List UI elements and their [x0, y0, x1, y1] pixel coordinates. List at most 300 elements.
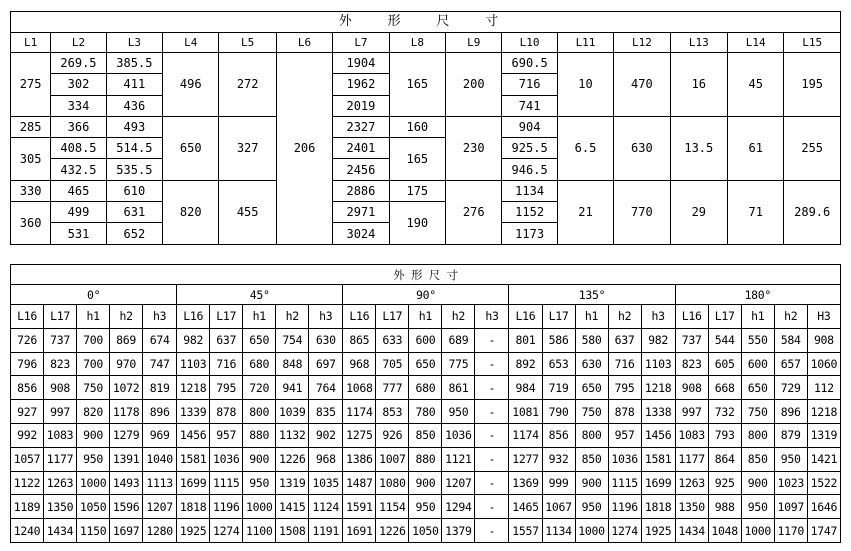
cell: 1100 — [243, 519, 276, 543]
cell: 1035 — [309, 471, 343, 495]
cell: 1122 — [11, 471, 44, 495]
col-header: L3 — [106, 33, 162, 53]
cell: 1415 — [276, 495, 309, 519]
cell: 637 — [210, 328, 243, 352]
cell: 1456 — [177, 423, 210, 447]
cell: 1207 — [442, 471, 475, 495]
cell: 29 — [670, 180, 727, 244]
cell: 1039 — [276, 400, 309, 424]
cell: 777 — [376, 376, 409, 400]
cell: 2971 — [333, 202, 389, 223]
cell: 900 — [575, 471, 608, 495]
cell: 285 — [11, 116, 51, 137]
cell: 650 — [243, 328, 276, 352]
cell: 200 — [446, 53, 502, 117]
cell: 1113 — [143, 471, 177, 495]
cell: 861 — [442, 376, 475, 400]
cell: 190 — [389, 202, 445, 245]
col-header: L11 — [557, 33, 613, 53]
cell: 436 — [106, 95, 162, 116]
cell: 700 — [77, 328, 110, 352]
cell: 45 — [728, 53, 784, 117]
cell: 652 — [106, 223, 162, 244]
cell: 997 — [675, 400, 708, 424]
cell: 657 — [774, 352, 807, 376]
cell: 680 — [409, 376, 442, 400]
cell: 680 — [243, 352, 276, 376]
cell: 360 — [11, 202, 51, 245]
cell: 796 — [11, 352, 44, 376]
cell: 1274 — [608, 519, 641, 543]
cell: 1925 — [641, 519, 675, 543]
sub-header: h2 — [110, 305, 143, 329]
cell: 770 — [614, 180, 670, 244]
cell: 880 — [409, 447, 442, 471]
cell: 71 — [728, 180, 784, 244]
cell: 750 — [741, 400, 774, 424]
cell: 1000 — [741, 519, 774, 543]
cell: 1350 — [44, 495, 77, 519]
cell: 1280 — [143, 519, 177, 543]
table-row — [11, 447, 841, 471]
cell: 16 — [670, 53, 727, 117]
dimensions-table-2 — [10, 264, 841, 543]
table-row — [11, 423, 841, 447]
cell: 366 — [51, 116, 106, 137]
cell: - — [475, 352, 509, 376]
cell: - — [475, 423, 509, 447]
cell: 630 — [614, 116, 670, 180]
cell: 1036 — [442, 423, 475, 447]
cell: 1083 — [675, 423, 708, 447]
cell: 1962 — [333, 74, 389, 95]
cell: 305 — [11, 138, 51, 181]
col-header: L2 — [51, 33, 106, 53]
cell: 848 — [276, 352, 309, 376]
table-row — [11, 400, 841, 424]
cell: 1115 — [210, 471, 243, 495]
cell: 637 — [608, 328, 641, 352]
cell: 950 — [575, 495, 608, 519]
sub-header: h2 — [774, 305, 807, 329]
cell: 720 — [243, 376, 276, 400]
cell: 630 — [309, 328, 343, 352]
cell: 165 — [389, 53, 445, 117]
cell: 1646 — [807, 495, 840, 519]
cell: 1699 — [641, 471, 675, 495]
sub-header: L17 — [542, 305, 575, 329]
cell: 780 — [409, 400, 442, 424]
cell: 1050 — [409, 519, 442, 543]
cell: 697 — [309, 352, 343, 376]
cell: 1134 — [542, 519, 575, 543]
cell: 160 — [389, 116, 445, 137]
cell: 750 — [77, 376, 110, 400]
cell: 865 — [343, 328, 376, 352]
cell: 1369 — [509, 471, 542, 495]
cell: 1132 — [276, 423, 309, 447]
cell: 385.5 — [106, 53, 162, 74]
cell: 820 — [163, 180, 219, 244]
cell: 904 — [502, 116, 557, 137]
sub-header: h3 — [309, 305, 343, 329]
cell: 1699 — [177, 471, 210, 495]
cell: 1294 — [442, 495, 475, 519]
cell: 1072 — [110, 376, 143, 400]
cell: 13.5 — [670, 116, 727, 180]
cell: 879 — [774, 423, 807, 447]
cell: 764 — [309, 376, 343, 400]
cell: 754 — [276, 328, 309, 352]
cell: 470 — [614, 53, 670, 117]
cell: 165 — [389, 138, 445, 181]
cell: 957 — [210, 423, 243, 447]
cell: 633 — [376, 328, 409, 352]
sub-header: H3 — [807, 305, 840, 329]
cell: 650 — [575, 376, 608, 400]
sub-header: L17 — [210, 305, 243, 329]
cell: 289.6 — [784, 180, 841, 244]
sub-header: L16 — [675, 305, 708, 329]
cell: 1178 — [110, 400, 143, 424]
cell: 531 — [51, 223, 106, 244]
cell: 1068 — [343, 376, 376, 400]
angle-header-row — [11, 285, 841, 305]
cell: 1115 — [608, 471, 641, 495]
sub-header: h1 — [409, 305, 442, 329]
cell: 544 — [708, 328, 741, 352]
cell: 1591 — [343, 495, 376, 519]
cell: 61 — [728, 116, 784, 180]
cell: 927 — [11, 400, 44, 424]
cell: 950 — [409, 495, 442, 519]
cell: 690.5 — [502, 53, 557, 74]
table-2-title: 外 形 尺 寸 — [11, 265, 841, 285]
cell: 795 — [210, 376, 243, 400]
cell: 276 — [446, 180, 502, 244]
cell: 302 — [51, 74, 106, 95]
cell: 631 — [106, 202, 162, 223]
cell: 112 — [807, 376, 840, 400]
cell: 408.5 — [51, 138, 106, 159]
cell: 878 — [608, 400, 641, 424]
cell: 800 — [741, 423, 774, 447]
cell: 605 — [708, 352, 741, 376]
cell: 455 — [219, 180, 276, 244]
sub-header: h1 — [741, 305, 774, 329]
cell: 747 — [143, 352, 177, 376]
cell: 900 — [77, 423, 110, 447]
cell: 1226 — [276, 447, 309, 471]
cell: 925 — [708, 471, 741, 495]
cell: 982 — [177, 328, 210, 352]
cell: 1023 — [774, 471, 807, 495]
col-header: L1 — [11, 33, 51, 53]
cell: 650 — [163, 116, 219, 180]
col-header: L4 — [163, 33, 219, 53]
cell: 988 — [708, 495, 741, 519]
cell: 1465 — [509, 495, 542, 519]
cell: 992 — [11, 423, 44, 447]
cell: 1103 — [641, 352, 675, 376]
cell: 1196 — [608, 495, 641, 519]
cell: 1121 — [442, 447, 475, 471]
cell: 1456 — [641, 423, 675, 447]
table-1-header-row — [11, 33, 841, 53]
cell: 869 — [110, 328, 143, 352]
cell: 853 — [376, 400, 409, 424]
cell: 1339 — [177, 400, 210, 424]
table-row — [11, 352, 841, 376]
cell: 1000 — [575, 519, 608, 543]
cell: 1226 — [376, 519, 409, 543]
cell: 800 — [243, 400, 276, 424]
cell: 1067 — [542, 495, 575, 519]
cell: 580 — [575, 328, 608, 352]
cell: 653 — [542, 352, 575, 376]
cell: 1263 — [675, 471, 708, 495]
cell: 1421 — [807, 447, 840, 471]
cell: 835 — [309, 400, 343, 424]
sub-header: L17 — [708, 305, 741, 329]
cell: 493 — [106, 116, 162, 137]
cell: 925.5 — [502, 138, 557, 159]
cell: 1391 — [110, 447, 143, 471]
cell: 2886 — [333, 180, 389, 201]
cell: 775 — [442, 352, 475, 376]
cell: 850 — [409, 423, 442, 447]
cell: 750 — [575, 400, 608, 424]
cell: 1080 — [376, 471, 409, 495]
cell: 908 — [675, 376, 708, 400]
col-header: L10 — [502, 33, 557, 53]
table-row — [11, 180, 841, 201]
cell: 1177 — [44, 447, 77, 471]
cell: 1174 — [509, 423, 542, 447]
cell: 1154 — [376, 495, 409, 519]
cell: 411 — [106, 74, 162, 95]
cell: 465 — [51, 180, 106, 201]
cell: 902 — [309, 423, 343, 447]
angle-header: 0° — [11, 285, 177, 305]
cell: 941 — [276, 376, 309, 400]
cell: 1818 — [641, 495, 675, 519]
cell: 255 — [784, 116, 841, 180]
cell: 800 — [575, 423, 608, 447]
cell: 1207 — [143, 495, 177, 519]
col-header: L12 — [614, 33, 670, 53]
cell: 3024 — [333, 223, 389, 244]
col-header: L7 — [333, 33, 389, 53]
cell: 950 — [741, 495, 774, 519]
cell: 2456 — [333, 159, 389, 180]
cell: 1000 — [77, 471, 110, 495]
angle-header: 135° — [509, 285, 675, 305]
cell: 819 — [143, 376, 177, 400]
cell: - — [475, 471, 509, 495]
cell: 1134 — [502, 180, 557, 201]
cell: 1522 — [807, 471, 840, 495]
cell: 864 — [708, 447, 741, 471]
col-header: L8 — [389, 33, 445, 53]
cell: - — [475, 400, 509, 424]
cell: 726 — [11, 328, 44, 352]
cell: 970 — [110, 352, 143, 376]
cell: 1596 — [110, 495, 143, 519]
cell: 932 — [542, 447, 575, 471]
cell: 892 — [509, 352, 542, 376]
cell: 900 — [741, 471, 774, 495]
cell: 908 — [807, 328, 840, 352]
cell: 586 — [542, 328, 575, 352]
cell: 327 — [219, 116, 276, 180]
cell: 850 — [741, 447, 774, 471]
cell: 674 — [143, 328, 177, 352]
sub-header: L16 — [509, 305, 542, 329]
sub-header: h3 — [475, 305, 509, 329]
cell: 668 — [708, 376, 741, 400]
cell: 856 — [542, 423, 575, 447]
cell: 1434 — [44, 519, 77, 543]
cell: 2401 — [333, 138, 389, 159]
cell: 206 — [276, 53, 332, 245]
cell: 1191 — [309, 519, 343, 543]
sub-header: h3 — [143, 305, 177, 329]
table-row — [11, 495, 841, 519]
cell: 968 — [309, 447, 343, 471]
cell: 896 — [774, 400, 807, 424]
cell: 1124 — [309, 495, 343, 519]
table-row — [11, 519, 841, 543]
cell: 514.5 — [106, 138, 162, 159]
cell: 330 — [11, 180, 51, 201]
cell: 823 — [675, 352, 708, 376]
cell: 900 — [409, 471, 442, 495]
cell: 1170 — [774, 519, 807, 543]
cell: 1081 — [509, 400, 542, 424]
sub-header: L16 — [11, 305, 44, 329]
sub-header-row — [11, 305, 841, 329]
cell: 950 — [243, 471, 276, 495]
table-1-title: 外 形 尺 寸 — [11, 12, 841, 33]
cell: 1057 — [11, 447, 44, 471]
cell: 1150 — [77, 519, 110, 543]
sub-header: h2 — [276, 305, 309, 329]
cell: 1697 — [110, 519, 143, 543]
cell: 1386 — [343, 447, 376, 471]
cell: 716 — [210, 352, 243, 376]
cell: 729 — [774, 376, 807, 400]
cell: 1904 — [333, 53, 389, 74]
cell: 1379 — [442, 519, 475, 543]
cell: 984 — [509, 376, 542, 400]
cell: 272 — [219, 53, 276, 117]
cell: 908 — [44, 376, 77, 400]
cell: 801 — [509, 328, 542, 352]
cell: 1048 — [708, 519, 741, 543]
cell: 195 — [784, 53, 841, 117]
cell: 610 — [106, 180, 162, 201]
cell: 1319 — [807, 423, 840, 447]
cell: 700 — [77, 352, 110, 376]
cell: 175 — [389, 180, 445, 201]
cell: 21 — [557, 180, 613, 244]
col-header: L14 — [728, 33, 784, 53]
table-row — [11, 53, 841, 74]
cell: 1218 — [641, 376, 675, 400]
cell: 741 — [502, 95, 557, 116]
cell: 1189 — [11, 495, 44, 519]
table-row — [11, 116, 841, 137]
table-row — [11, 471, 841, 495]
cell: 1925 — [177, 519, 210, 543]
cell: 1177 — [675, 447, 708, 471]
cell: 1274 — [210, 519, 243, 543]
cell: 1060 — [807, 352, 840, 376]
cell: 6.5 — [557, 116, 613, 180]
cell: 1040 — [143, 447, 177, 471]
cell: 880 — [243, 423, 276, 447]
sub-header: L17 — [376, 305, 409, 329]
cell: 705 — [376, 352, 409, 376]
cell: 732 — [708, 400, 741, 424]
cell: 900 — [243, 447, 276, 471]
cell: 1508 — [276, 519, 309, 543]
cell: 1036 — [608, 447, 641, 471]
cell: 1218 — [807, 400, 840, 424]
cell: 1557 — [509, 519, 542, 543]
cell: 650 — [409, 352, 442, 376]
cell: 1083 — [44, 423, 77, 447]
cell: 600 — [741, 352, 774, 376]
cell: 1196 — [210, 495, 243, 519]
cell: 1493 — [110, 471, 143, 495]
cell: 1747 — [807, 519, 840, 543]
cell: 950 — [442, 400, 475, 424]
cell: 1218 — [177, 376, 210, 400]
cell: 550 — [741, 328, 774, 352]
cell: - — [475, 328, 509, 352]
cell: 946.5 — [502, 159, 557, 180]
cell: 719 — [542, 376, 575, 400]
cell: 1279 — [110, 423, 143, 447]
dimensions-table-1 — [10, 11, 841, 245]
cell: 1173 — [502, 223, 557, 244]
cell: 1103 — [177, 352, 210, 376]
cell: 790 — [542, 400, 575, 424]
cell: 2019 — [333, 95, 389, 116]
angle-header: 45° — [177, 285, 343, 305]
sub-header: h1 — [77, 305, 110, 329]
cell: 1240 — [11, 519, 44, 543]
cell: 584 — [774, 328, 807, 352]
cell: 997 — [44, 400, 77, 424]
cell: 2327 — [333, 116, 389, 137]
cell: 1000 — [243, 495, 276, 519]
col-header: L13 — [670, 33, 727, 53]
cell: 650 — [741, 376, 774, 400]
cell: 1277 — [509, 447, 542, 471]
cell: 1152 — [502, 202, 557, 223]
cell: 950 — [774, 447, 807, 471]
cell: 275 — [11, 53, 51, 117]
table-row — [11, 376, 841, 400]
cell: 269.5 — [51, 53, 106, 74]
sub-header: h3 — [641, 305, 675, 329]
sub-header: h1 — [575, 305, 608, 329]
cell: 737 — [675, 328, 708, 352]
col-header: L9 — [446, 33, 502, 53]
